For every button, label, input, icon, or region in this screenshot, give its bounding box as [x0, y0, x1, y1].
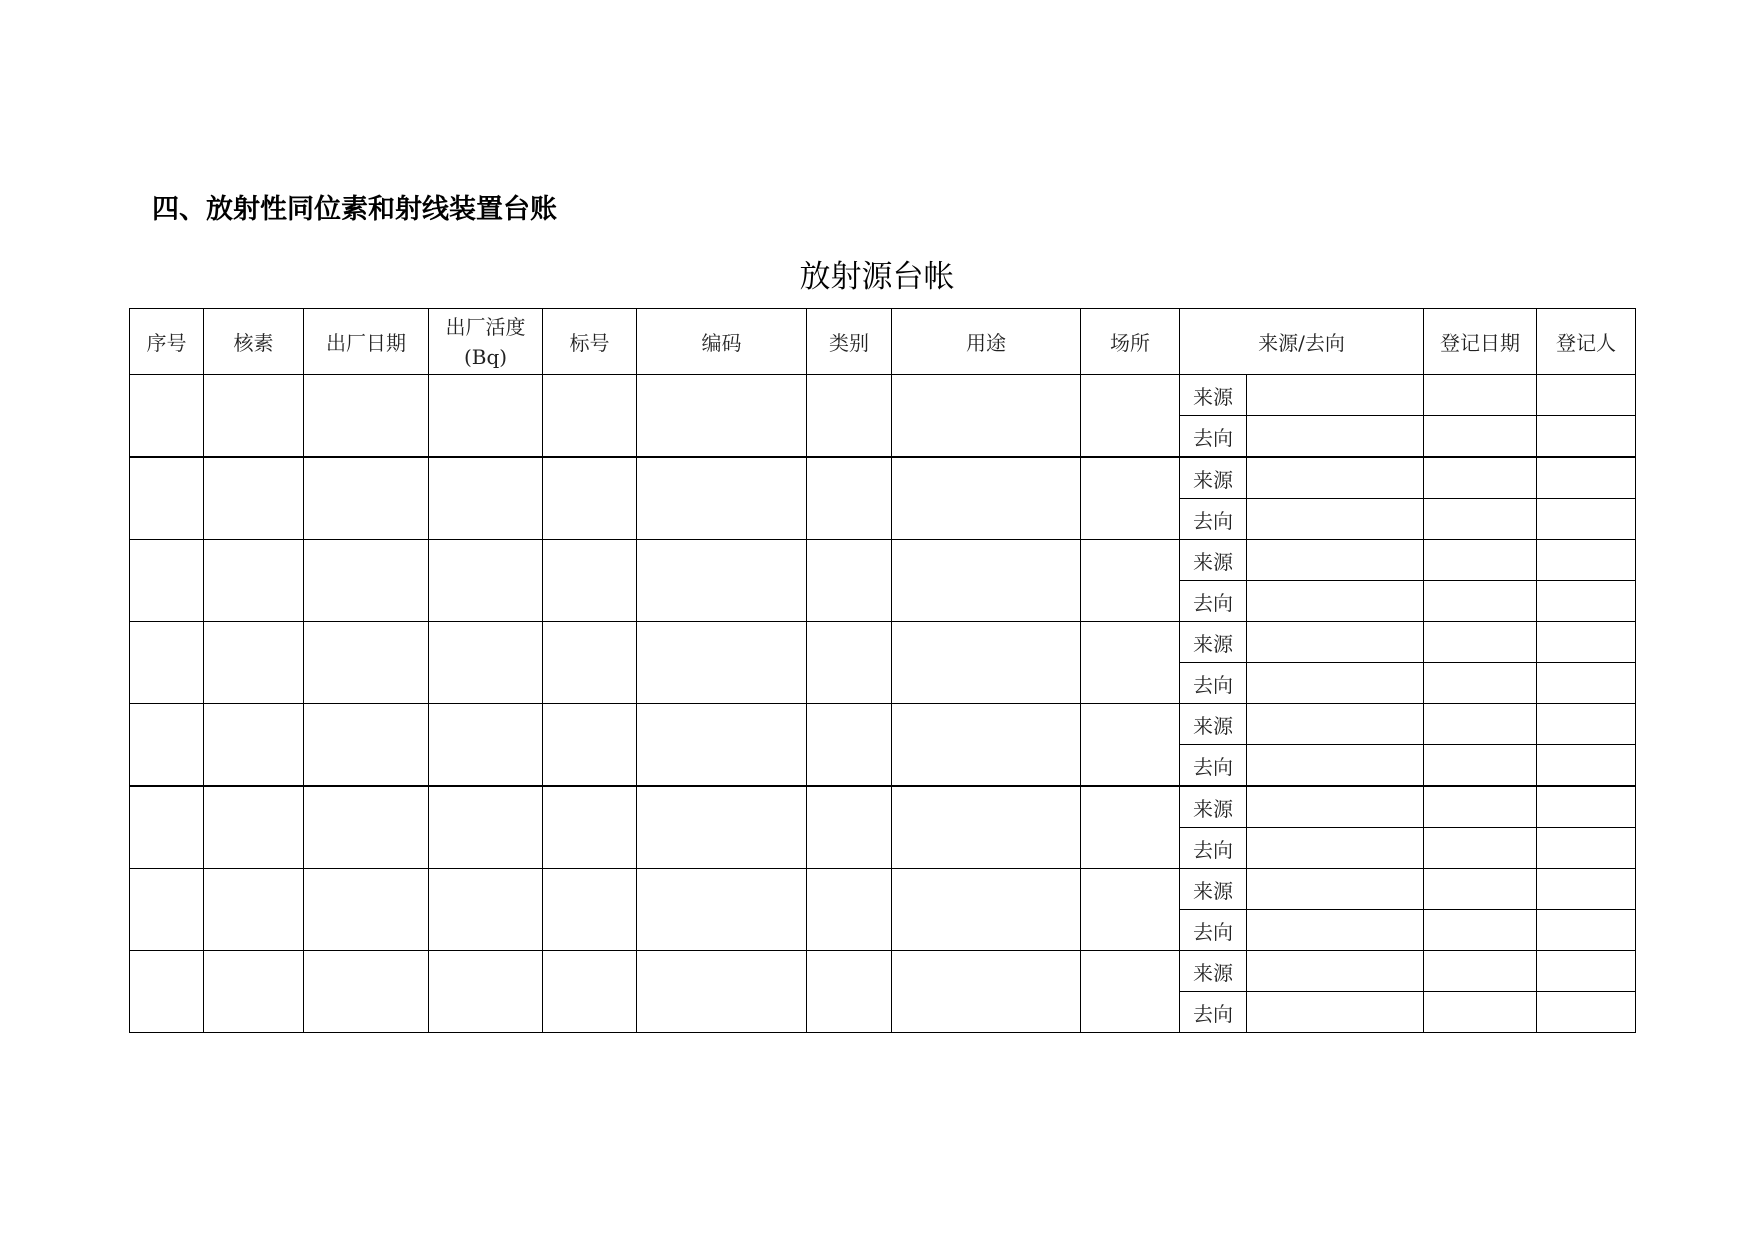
header-source-destination: 来源/去向: [1180, 309, 1424, 375]
cell-serial[interactable]: [130, 622, 204, 704]
cell-registrant[interactable]: [1537, 581, 1636, 622]
cell-label-no[interactable]: [543, 951, 637, 1033]
cell-registrant[interactable]: [1537, 869, 1636, 910]
cell-source-value[interactable]: [1247, 375, 1424, 416]
cell-label-no[interactable]: [543, 375, 637, 458]
cell-registrant[interactable]: [1537, 992, 1636, 1033]
cell-register-date[interactable]: [1424, 992, 1537, 1033]
cell-code[interactable]: [637, 704, 807, 787]
table-body: [130, 375, 1636, 1033]
cell-registrant[interactable]: [1537, 499, 1636, 540]
cell-nuclide[interactable]: [204, 540, 304, 622]
cell-site[interactable]: [1081, 704, 1180, 787]
cell-purpose[interactable]: [892, 540, 1081, 622]
cell-factory-activity[interactable]: [429, 951, 543, 1033]
cell-registrant[interactable]: [1537, 622, 1636, 663]
cell-destination-value[interactable]: [1247, 828, 1424, 869]
cell-destination-value[interactable]: [1247, 745, 1424, 787]
cell-purpose[interactable]: [892, 622, 1081, 704]
header-code: 编码: [637, 309, 807, 375]
cell-nuclide[interactable]: [204, 951, 304, 1033]
cell-factory-date[interactable]: [304, 540, 429, 622]
destination-label: 去向: [1180, 992, 1247, 1033]
cell-factory-date[interactable]: [304, 869, 429, 951]
cell-purpose[interactable]: [892, 457, 1081, 540]
header-factory-date: 出厂日期: [304, 309, 429, 375]
cell-registrant[interactable]: [1537, 828, 1636, 869]
destination-label: 去向: [1180, 910, 1247, 951]
source-label: 来源: [1180, 869, 1247, 910]
destination-label: 去向: [1180, 828, 1247, 869]
cell-register-date[interactable]: [1424, 786, 1537, 828]
table-row: [130, 457, 1636, 499]
cell-category[interactable]: [807, 375, 892, 458]
cell-registrant[interactable]: [1537, 786, 1636, 828]
cell-registrant[interactable]: [1537, 745, 1636, 787]
table-row: [130, 622, 1636, 663]
cell-register-date[interactable]: [1424, 869, 1537, 910]
cell-label-no[interactable]: [543, 622, 637, 704]
cell-destination-value[interactable]: [1247, 499, 1424, 540]
header-category: 类别: [807, 309, 892, 375]
table-row: [130, 704, 1636, 745]
cell-purpose[interactable]: [892, 786, 1081, 869]
radioactive-source-ledger-table: [129, 308, 1636, 1033]
cell-factory-activity[interactable]: [429, 540, 543, 622]
cell-factory-date[interactable]: [304, 951, 429, 1033]
cell-destination-value[interactable]: [1247, 581, 1424, 622]
cell-factory-activity[interactable]: [429, 786, 543, 869]
cell-serial[interactable]: [130, 457, 204, 540]
cell-serial[interactable]: [130, 704, 204, 787]
section-heading: 四、放射性同位素和射线装置台账: [152, 194, 557, 225]
cell-factory-activity[interactable]: [429, 457, 543, 540]
cell-purpose[interactable]: [892, 869, 1081, 951]
cell-label-no[interactable]: [543, 869, 637, 951]
header-factory-activity-line1: 出厂活度: [445, 314, 526, 339]
cell-nuclide[interactable]: [204, 457, 304, 540]
header-register-date: 登记日期: [1424, 309, 1537, 375]
cell-category[interactable]: [807, 786, 892, 869]
source-label: 来源: [1180, 786, 1247, 828]
cell-site[interactable]: [1081, 540, 1180, 622]
cell-label-no[interactable]: [543, 540, 637, 622]
cell-code[interactable]: [637, 457, 807, 540]
cell-factory-date[interactable]: [304, 375, 429, 458]
header-purpose: 用途: [892, 309, 1081, 375]
header-factory-activity-line2: (Bq): [463, 344, 508, 369]
cell-destination-value[interactable]: [1247, 416, 1424, 458]
header-nuclide: 核素: [204, 309, 304, 375]
cell-registrant[interactable]: [1537, 375, 1636, 416]
cell-register-date[interactable]: [1424, 416, 1537, 458]
destination-label: 去向: [1180, 416, 1247, 458]
table-header-row: [130, 309, 1636, 375]
cell-registrant[interactable]: [1537, 704, 1636, 745]
header-serial: 序号: [130, 309, 204, 375]
cell-label-no[interactable]: [543, 457, 637, 540]
cell-serial[interactable]: [130, 869, 204, 951]
cell-nuclide[interactable]: [204, 622, 304, 704]
cell-purpose[interactable]: [892, 375, 1081, 458]
destination-label: 去向: [1180, 581, 1247, 622]
cell-registrant[interactable]: [1537, 457, 1636, 499]
source-label: 来源: [1180, 704, 1247, 745]
cell-factory-date[interactable]: [304, 786, 429, 869]
cell-site[interactable]: [1081, 951, 1180, 1033]
cell-registrant[interactable]: [1537, 416, 1636, 458]
source-label: 来源: [1180, 540, 1247, 581]
cell-register-date[interactable]: [1424, 622, 1537, 663]
cell-factory-activity[interactable]: [429, 622, 543, 704]
table-row: [130, 540, 1636, 581]
cell-source-value[interactable]: [1247, 786, 1424, 828]
cell-register-date[interactable]: [1424, 745, 1537, 787]
cell-registrant[interactable]: [1537, 540, 1636, 581]
cell-category[interactable]: [807, 951, 892, 1033]
cell-serial[interactable]: [130, 786, 204, 869]
destination-label: 去向: [1180, 663, 1247, 704]
source-label: 来源: [1180, 622, 1247, 663]
cell-label-no[interactable]: [543, 704, 637, 787]
header-site: 场所: [1081, 309, 1180, 375]
cell-source-value[interactable]: [1247, 457, 1424, 499]
cell-register-date[interactable]: [1424, 828, 1537, 869]
cell-destination-value[interactable]: [1247, 992, 1424, 1033]
table-title: 放射源台帐: [799, 259, 955, 295]
cell-factory-date[interactable]: [304, 622, 429, 704]
cell-category[interactable]: [807, 622, 892, 704]
cell-site[interactable]: [1081, 869, 1180, 951]
header-registrant: 登记人: [1537, 309, 1636, 375]
cell-category[interactable]: [807, 457, 892, 540]
cell-source-value[interactable]: [1247, 869, 1424, 910]
cell-site[interactable]: [1081, 457, 1180, 540]
table-row: [130, 951, 1636, 992]
cell-nuclide[interactable]: [204, 375, 304, 458]
cell-category[interactable]: [807, 704, 892, 787]
cell-site[interactable]: [1081, 622, 1180, 704]
cell-serial[interactable]: [130, 951, 204, 1033]
destination-label: 去向: [1180, 745, 1247, 787]
cell-code[interactable]: [637, 375, 807, 458]
cell-factory-date[interactable]: [304, 457, 429, 540]
cell-register-date[interactable]: [1424, 581, 1537, 622]
cell-register-date[interactable]: [1424, 499, 1537, 540]
cell-code[interactable]: [637, 951, 807, 1033]
cell-factory-activity[interactable]: [429, 375, 543, 458]
cell-register-date[interactable]: [1424, 951, 1537, 992]
cell-source-value[interactable]: [1247, 704, 1424, 745]
source-label: 来源: [1180, 951, 1247, 992]
cell-factory-activity[interactable]: [429, 704, 543, 787]
table-row: [130, 786, 1636, 828]
header-factory-activity: [429, 309, 543, 375]
cell-destination-value[interactable]: [1247, 663, 1424, 704]
cell-factory-activity[interactable]: [429, 869, 543, 951]
cell-register-date[interactable]: [1424, 375, 1537, 416]
cell-code[interactable]: [637, 540, 807, 622]
cell-serial[interactable]: [130, 540, 204, 622]
table-row: [130, 375, 1636, 416]
cell-source-value[interactable]: [1247, 622, 1424, 663]
cell-register-date[interactable]: [1424, 457, 1537, 499]
source-label: 来源: [1180, 375, 1247, 416]
cell-serial[interactable]: [130, 375, 204, 458]
cell-registrant[interactable]: [1537, 663, 1636, 704]
cell-registrant[interactable]: [1537, 951, 1636, 992]
cell-site[interactable]: [1081, 786, 1180, 869]
cell-source-value[interactable]: [1247, 951, 1424, 992]
source-label: 来源: [1180, 457, 1247, 499]
cell-purpose[interactable]: [892, 951, 1081, 1033]
cell-register-date[interactable]: [1424, 540, 1537, 581]
cell-nuclide[interactable]: [204, 869, 304, 951]
cell-register-date[interactable]: [1424, 910, 1537, 951]
cell-register-date[interactable]: [1424, 663, 1537, 704]
cell-nuclide[interactable]: [204, 786, 304, 869]
cell-code[interactable]: [637, 786, 807, 869]
cell-factory-date[interactable]: [304, 704, 429, 787]
cell-purpose[interactable]: [892, 704, 1081, 787]
cell-destination-value[interactable]: [1247, 910, 1424, 951]
cell-register-date[interactable]: [1424, 704, 1537, 745]
cell-site[interactable]: [1081, 375, 1180, 458]
header-label-no: 标号: [543, 309, 637, 375]
cell-code[interactable]: [637, 869, 807, 951]
destination-label: 去向: [1180, 499, 1247, 540]
cell-registrant[interactable]: [1537, 910, 1636, 951]
cell-code[interactable]: [637, 622, 807, 704]
cell-category[interactable]: [807, 540, 892, 622]
table-row: [130, 869, 1636, 910]
cell-category[interactable]: [807, 869, 892, 951]
cell-nuclide[interactable]: [204, 704, 304, 787]
cell-label-no[interactable]: [543, 786, 637, 869]
cell-source-value[interactable]: [1247, 540, 1424, 581]
